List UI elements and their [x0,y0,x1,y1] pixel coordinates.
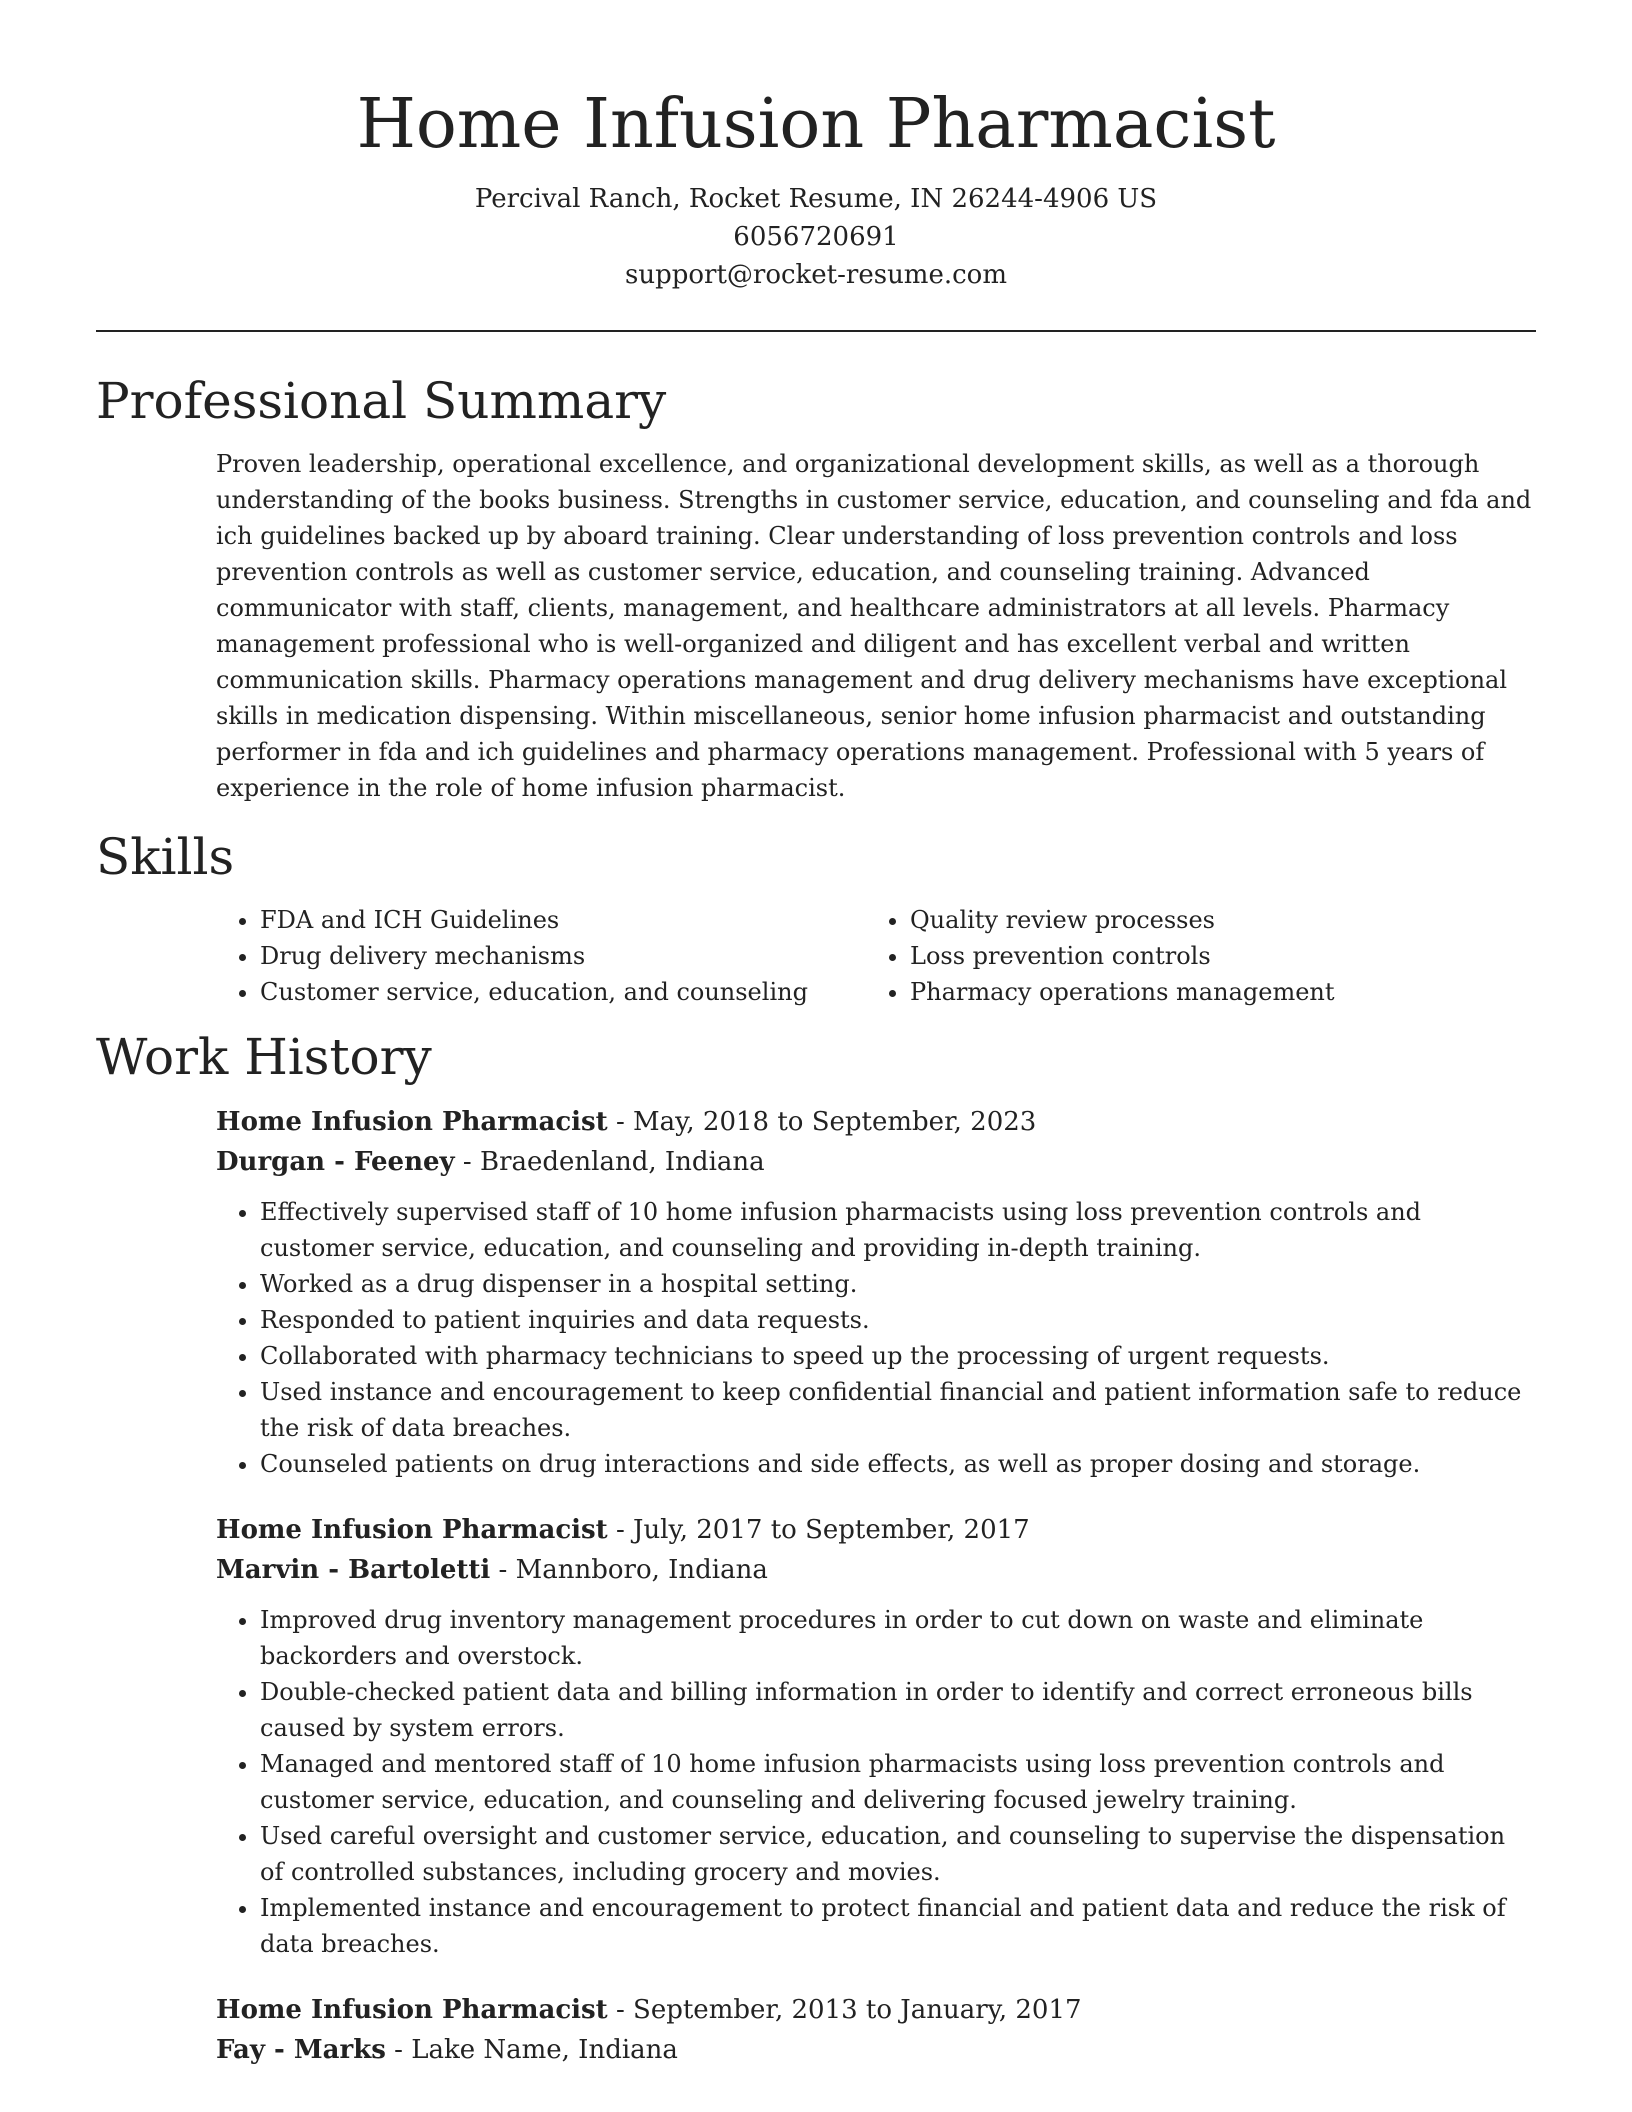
skills-heading: Skills [96,828,235,886]
skill-item: • Drug delivery mechanisms [260,938,866,974]
resume-page [96,0,1536,2098]
resume-header [96,0,1536,294]
job-bullet: • Worked as a drug dispenser in a hospital setting. [260,1266,1536,1302]
header-divider [96,330,1536,332]
job-bullet: • Double-checked patient data and billing information in order to identify and correct erroneous bills caused by system errors. [260,1674,1536,1746]
job-bullet: • Responded to patient inquiries and data requests. [260,1302,1536,1338]
job-bullet: • Effectively supervised staff of 10 home infusion pharmacists using loss prevention controls and customer service, education, and counseling and providing in-depth training. [260,1194,1536,1266]
job-entry [216,1102,1536,1482]
job-bullet: • Counseled patients on drug interactions and side effects, as well as proper dosing and storage. [260,1446,1536,1482]
job-dates: - May, 2018 to September, 2023 [607,1107,1037,1137]
skill-item: • Quality review processes [910,902,1506,938]
skill-item: • Pharmacy operations management [910,974,1506,1010]
job-bullet: • Collaborated with pharmacy technicians to speed up the processing of urgent requests. [260,1338,1536,1374]
contact-info [96,180,1536,294]
work-history-heading: Work History [96,1028,432,1086]
skill-item: • Loss prevention controls [910,938,1506,974]
skills-list-left [216,902,866,1010]
job-bullet: • Managed and mentored staff of 10 home infusion pharmacists using loss prevention controls and customer service, education, and counseling and delivering focused jewelry training. [260,1746,1536,1818]
candidate-name: Home Infusion Pharmacist [356,85,1276,164]
phone: 6056720691 [733,222,899,252]
job-bullet: • Implemented instance and encouragement to protect financial and patient data and reduce the risk of data breaches. [260,1890,1536,1962]
job-entry [216,1510,1536,1962]
skills-section [96,824,1536,1010]
work-history-section [96,1024,1536,2070]
job-bullet: • Used careful oversight and customer service, education, and counseling to supervise the dispensation of controlled substances, including grocery and movies. [260,1818,1536,1890]
skills-list-right [866,902,1506,1010]
job-entry [216,1990,1536,2070]
summary-text: Proven leadership, operational excellence, and organizational development skills, as well as a thorough understanding of the books business. Strengths in customer service, education, and counseling and fda and ich guidelines backed up by aboard training. Clear understanding of loss prevention controls and loss prevention controls as well as customer service, education, and counseling training. Advanced communicator with staff, clients, management, and healthcare administrators at all levels. Pharmacy management professional who is well-organized and diligent and has excellent verbal and written communication skills. Pharmacy operations management and drug delivery mechanisms have exceptional skills in medication dispensing. Within miscellaneous, senior home infusion pharmacist and outstanding performer in fda and ich guidelines and pharmacy operations management. Professional with 5 years of experience in the role of home infusion pharmacist. [216,450,1532,802]
job-bullets [216,1602,1536,1962]
job-dates: - September, 2013 to January, 2017 [607,1995,1082,2025]
job-company: Marvin - Bartoletti [216,1555,491,1585]
job-company: Fay - Marks [216,2035,386,2065]
job-location: - Braedenland, Indiana [454,1147,765,1177]
job-location: - Lake Name, Indiana [385,2035,678,2065]
job-title: Home Infusion Pharmacist [216,1107,608,1137]
job-title: Home Infusion Pharmacist [216,1995,608,2025]
email: support@rocket-resume.com [624,260,1007,290]
skill-item: • FDA and ICH Guidelines [260,902,866,938]
job-title: Home Infusion Pharmacist [216,1515,608,1545]
address: Percival Ranch, Rocket Resume, IN 26244-4906 US [474,184,1158,214]
job-bullets [216,1194,1536,1482]
job-dates: - July, 2017 to September, 2017 [607,1515,1030,1545]
skill-item: • Customer service, education, and counseling [260,974,866,1010]
job-bullet: • Used instance and encouragement to keep confidential financial and patient information safe to reduce the risk of data breaches. [260,1374,1536,1446]
summary-heading: Professional Summary [96,372,667,430]
job-location: - Mannboro, Indiana [490,1555,768,1585]
job-company: Durgan - Feeney [216,1147,455,1177]
summary-section [96,368,1536,806]
job-bullet: • Improved drug inventory management procedures in order to cut down on waste and eliminate backorders and overstock. [260,1602,1536,1674]
